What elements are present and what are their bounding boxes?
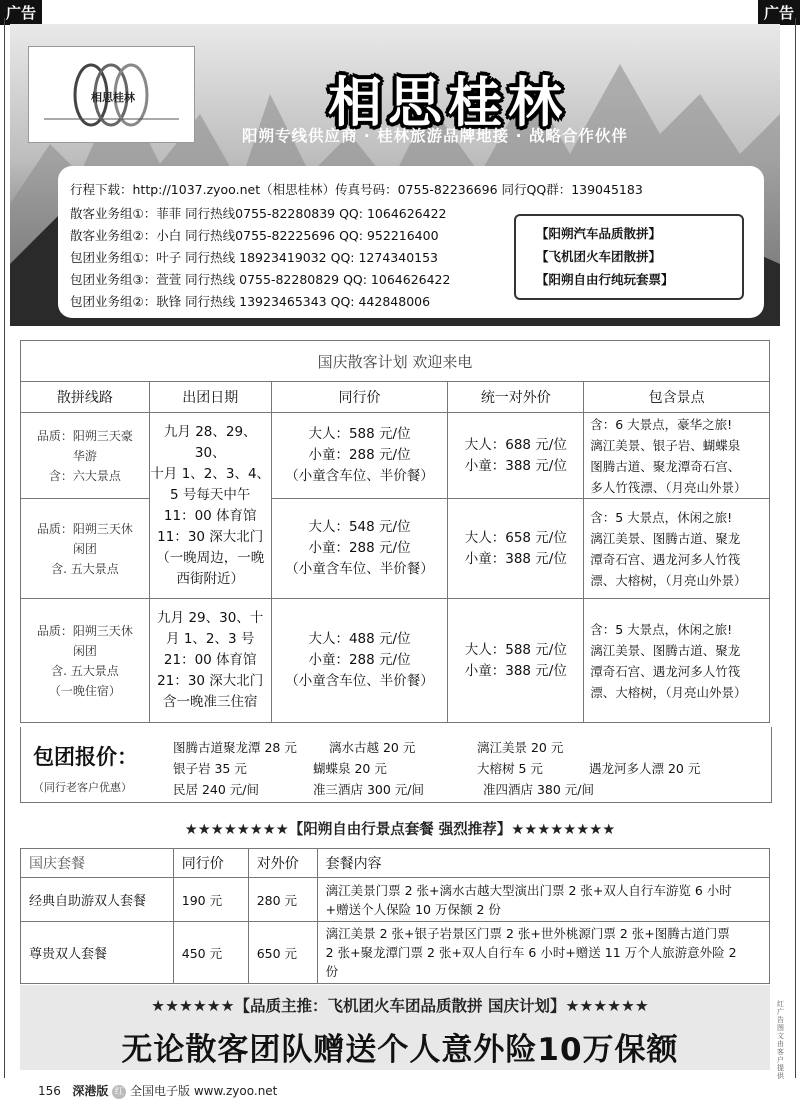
retail-price-cell: 大人：658 元/位 小童：388 元/位	[448, 499, 584, 599]
package-table	[20, 848, 770, 984]
table-row	[21, 599, 770, 723]
group-price-item: 大榕树 5 元	[477, 761, 543, 776]
group-price-title: 包团报价：	[33, 745, 138, 769]
column-header: 统一对外价	[448, 382, 584, 413]
column-header: 套餐内容	[317, 849, 769, 878]
package-content: 漓江美景 2 张+银子岩景区门票 2 张+世外桃源门票 2 张+图腾古道门票 2 张+聚龙潭门票 2 张+双人自行车 6 小时+赠送 11 万个人旅游意外险 2 份	[317, 922, 769, 984]
group-price-item: 图腾古道聚龙潭 28 元	[173, 740, 297, 755]
peer-price-cell: 大人：488 元/位 小童：288 元/位 （小童含车位、半价餐）	[271, 599, 448, 723]
group-price-item: 准四酒店 380 元/间	[483, 782, 595, 797]
insurance-banner: 无论散客团队赠送个人意外险10万保额	[121, 1032, 679, 1068]
group-price-item: 漓水古越 20 元	[329, 740, 416, 755]
logo	[28, 46, 195, 143]
group-price-note: （同行老客户优惠）	[33, 781, 132, 794]
ad-tag-right: 广告	[758, 0, 800, 25]
brand-title: 相思桂林	[328, 71, 568, 134]
package-peer-price: 190 元	[173, 878, 248, 922]
group-price-section	[20, 727, 772, 803]
contact-panel	[58, 166, 764, 318]
right-border	[795, 18, 796, 1078]
table-row	[21, 878, 770, 922]
plan-title: 国庆散客计划 欢迎来电	[21, 341, 770, 382]
promo-item: 【阳朔汽车品质散拼】	[536, 226, 662, 241]
edition-badge: 红	[112, 1085, 126, 1099]
contact-line: 散客业务组①：菲菲 同行热线0755-82280839 QQ: 1064626422	[70, 206, 447, 221]
group-price-item: 蝴蝶泉 20 元	[313, 761, 387, 776]
slogan: 阳朔专线供应商 · 桂林旅游品牌地接 · 战略合作伙伴	[242, 127, 628, 145]
spots-cell: 含：5 大景点，休闲之旅! 漓江美景、图腾古道、聚龙 潭奇石宫、遇龙河多人竹筏 漂、大榕树，（月亮山外景）	[584, 599, 770, 723]
group-price-item: 准三酒店 300 元/间	[313, 782, 425, 797]
column-header: 散拼线路	[21, 382, 150, 413]
spots-cell: 含：5 大景点，休闲之旅! 漓江美景、图腾古道、聚龙 潭奇石宫、遇龙河多人竹筏 漂、大榕树，（月亮山外景）	[584, 499, 770, 599]
page-footer	[38, 1082, 277, 1099]
package-name: 尊贵双人套餐	[21, 922, 174, 984]
contact-line: 行程下载：http://1037.zyoo.net（相思桂林）传真号码：0755-82236696 同行QQ群：139045183	[70, 182, 643, 197]
contact-line: 包团业务组②：耿锋 同行热线 13923465343 QQ: 442848006	[70, 294, 431, 309]
retail-price-cell: 大人：688 元/位 小童：388 元/位	[448, 413, 584, 499]
table-row	[21, 499, 770, 599]
table-row	[21, 922, 770, 984]
free-travel-heading: ★★★★★★★★【阳朔自由行景点套餐 强烈推荐】★★★★★★★★	[184, 822, 616, 838]
column-header: 包含景点	[584, 382, 770, 413]
logo-text: 相思桂林	[91, 91, 135, 104]
website-label: 全国电子版 www.zyoo.net	[130, 1084, 278, 1098]
group-price-item: 漓江美景 20 元	[477, 740, 564, 755]
column-header: 出团日期	[149, 382, 271, 413]
promo-item: 【阳朔自由行纯玩套票】	[536, 272, 674, 287]
package-retail-price: 280 元	[248, 878, 317, 922]
spots-cell: 含：6 大景点，豪华之旅! 漓江美景、银子岩、蝴蝶泉 图腾古道、聚龙潭奇石宫、 多人竹筏漂、（月亮山外景）	[584, 413, 770, 499]
package-content: 漓江美景门票 2 张+漓水古越大型演出门票 2 张+双人自行车游览 6 小时 +赠送个人保险 10 万保额 2 份	[317, 878, 769, 922]
tour-plan-table	[20, 340, 770, 723]
side-note: 红广告图文由客户提供	[777, 1000, 784, 1080]
left-border	[4, 18, 5, 1078]
column-header: 对外价	[248, 849, 317, 878]
quality-heading: ★★★★★★【品质主推：飞机团火车团品质散拼 国庆计划】★★★★★★	[151, 997, 649, 1015]
package-retail-price: 650 元	[248, 922, 317, 984]
contact-line: 包团业务组③：萱萱 同行热线 0755-82280829 QQ: 1064626422	[70, 272, 451, 287]
route-cell: 品质：阳朔三天休 闲团 含. 五大景点 （一晚住宿）	[21, 599, 150, 723]
table-row	[21, 413, 770, 499]
retail-price-cell: 大人：588 元/位 小童：388 元/位	[448, 599, 584, 723]
column-header: 同行价	[271, 382, 448, 413]
package-peer-price: 450 元	[173, 922, 248, 984]
route-cell: 品质：阳朔三天豪 华游 含：六大景点	[21, 413, 150, 499]
package-name: 经典自助游双人套餐	[21, 878, 174, 922]
contact-line: 包团业务组①：叶子 同行热线 18923419032 QQ: 1274340153	[70, 250, 438, 265]
peer-price-cell: 大人：588 元/位 小童：288 元/位 （小童含车位、半价餐）	[271, 413, 448, 499]
group-price-item: 遇龙河多人漂 20 元	[589, 761, 701, 776]
contact-line: 散客业务组②：小白 同行热线0755-82225696 QQ: 952216400	[70, 228, 439, 243]
column-header: 国庆套餐	[21, 849, 174, 878]
route-cell: 品质：阳朔三天休 闲团 含. 五大景点	[21, 499, 150, 599]
group-price-item: 银子岩 35 元	[173, 761, 247, 776]
ad-tag-left: 广告	[0, 0, 42, 25]
page-number: 156	[38, 1084, 61, 1098]
edition-label: 深港版	[72, 1084, 109, 1098]
header-banner	[10, 24, 780, 326]
date-cell: 九月 28、29、30、 十月 1、2、3、4、 5 号每天中午 11：00 体育馆 11：30 深大北门 （一晚周边，一晚 西街附近）	[149, 413, 271, 599]
group-price-item: 民居 240 元/间	[173, 782, 260, 797]
promo-scroll	[514, 214, 744, 300]
promo-item: 【飞机团火车团散拼】	[536, 249, 662, 264]
column-header: 同行价	[173, 849, 248, 878]
date-cell: 九月 29、30、十 月 1、2、3 号 21：00 体育馆 21：30 深大北门 含一晚准三住宿	[149, 599, 271, 723]
peer-price-cell: 大人：548 元/位 小童：288 元/位 （小童含车位、半价餐）	[271, 499, 448, 599]
